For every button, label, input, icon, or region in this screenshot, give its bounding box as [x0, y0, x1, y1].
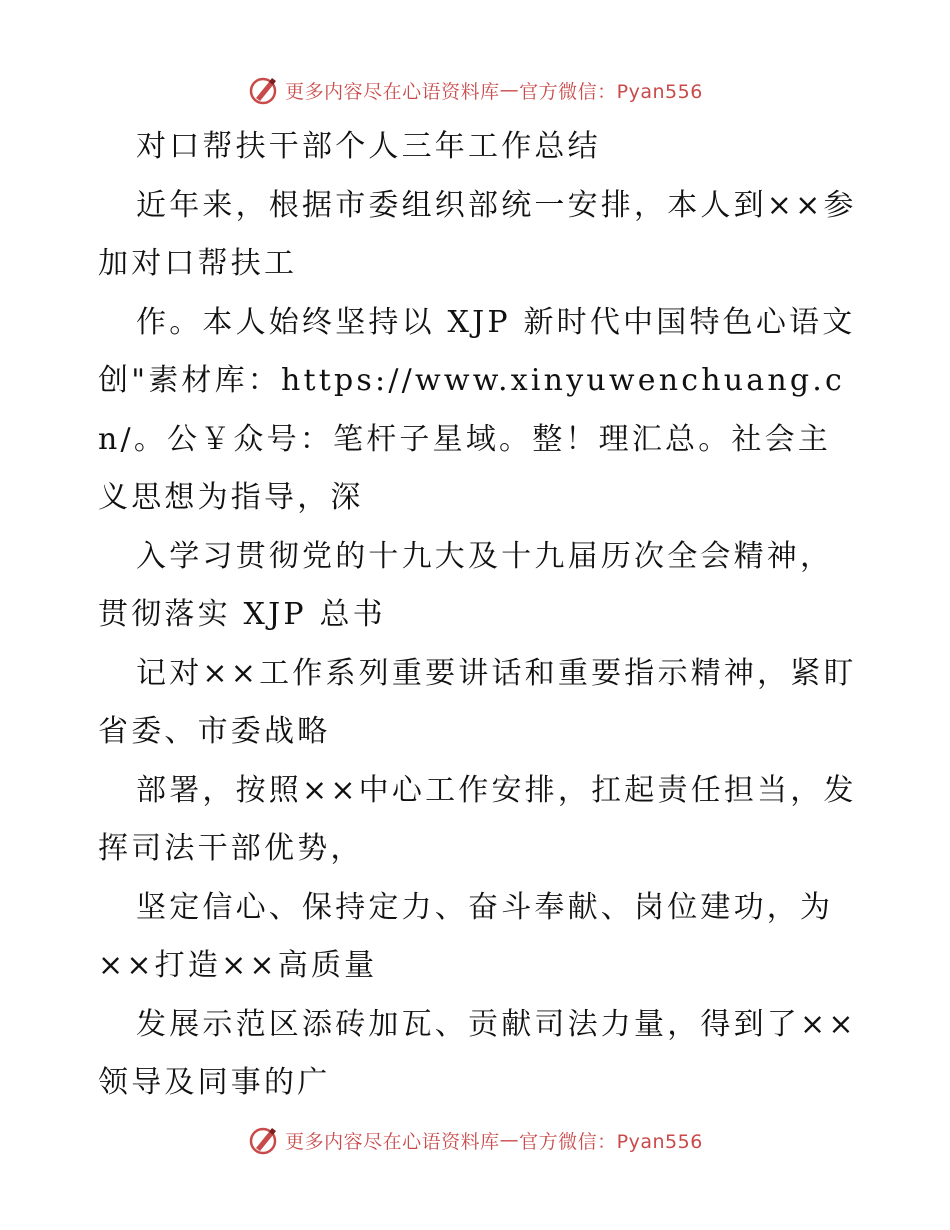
document-title: 对口帮扶干部个人三年工作总结: [136, 129, 601, 164]
paragraph-4: 记对××工作系列重要讲话和重要指示精神，紧盯省委、市委战略: [98, 655, 857, 749]
document-body: [98, 118, 858, 1113]
paragraph-1: 近年来，根据市委组织部统一安排，本人到××参加对口帮扶工: [98, 187, 857, 281]
header-banner-suffix: 官方微信：Pyan556: [519, 80, 703, 103]
paragraph-2: 作。本人始终坚持以 XJP 新时代中国特色心语文创"素材库：https://www.xinyuwenchuang.cn/。公￥众号：笔杆子星域。整！理汇总。社会主义思想为指导，深: [98, 304, 856, 515]
paragraph-5: 部署，按照××中心工作安排，扛起责任担当，发挥司法干部优势，: [98, 772, 857, 866]
header-banner-dash: —: [499, 79, 520, 101]
footer-banner-suffix: 官方微信：Pyan556: [519, 1130, 703, 1153]
header-banner: [0, 72, 950, 108]
footer-banner-text: 更多内容尽在心语资料库: [285, 1130, 500, 1153]
footer-banner-dash: —: [499, 1129, 520, 1151]
footer-banner: [0, 1122, 950, 1158]
paragraph-7: 发展示范区添砖加瓦、贡献司法力量，得到了××领导及同事的广: [98, 1006, 857, 1100]
pen-circle-logo-icon: [247, 1124, 279, 1156]
paragraph-6: 坚定信心、保持定力、奋斗奉献、岗位建功，为××打造××高质量: [98, 889, 834, 983]
pen-circle-logo-icon: [247, 74, 279, 106]
header-banner-text: 更多内容尽在心语资料库: [285, 80, 500, 103]
paragraph-3: 入学习贯彻党的十九大及十九届历次全会精神，贯彻落实 XJP 总书: [98, 538, 834, 632]
